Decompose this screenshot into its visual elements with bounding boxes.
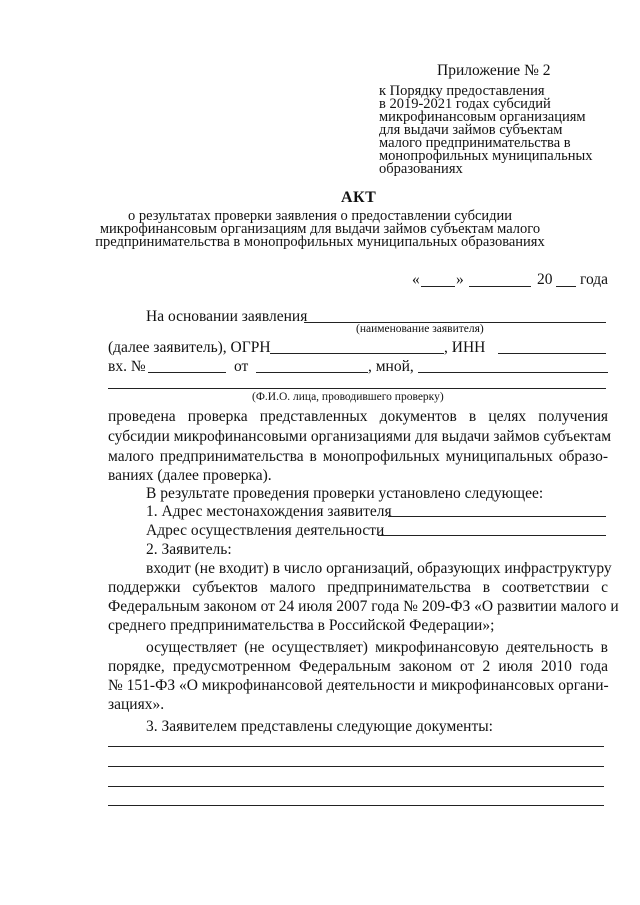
date-year-field[interactable] [556,286,576,287]
body-line: поддержки субъектов малого предпринимательства в соответствии с [108,579,608,596]
body-line: малого предпринимательства в монопрофильных муниципальных образо- [108,448,608,465]
appendix-line: малого предпринимательства в [379,135,571,151]
subtitle-line: о результатах проверки заявления о предоставлении субсидии [127,208,513,224]
body-line: ваниях (далее проверка). [108,467,272,484]
body-line: субсидии микрофинансовыми организациями для выдачи займов субъектам [108,428,612,445]
documents-line[interactable] [108,746,604,747]
body-line: порядке, предусмотренном Федеральным законом от 2 июля 2010 года [108,658,608,675]
date-year-prefix: 20 [537,271,553,288]
from-label: от [234,358,249,375]
fio-hint: (Ф.И.О. лица, проводившего проверку) [252,391,444,403]
appendix-line: монопрофильных муниципальных [379,148,593,164]
applicant-prefix: (далее заявитель), ОГРН [108,339,271,356]
basis-label: На основании заявления [146,308,308,325]
body-line: проведена проверка представленных документов в целях получения [108,408,608,425]
documents-line[interactable] [108,766,604,767]
in-date-field[interactable] [256,372,368,373]
body-line: № 151-ФЗ «О микрофинансовой деятельности и микрофинансовых органи- [108,677,609,694]
appendix-line: для выдачи займов субъектам [379,122,563,138]
item-3-heading: 3. Заявителем представлены следующие документы: [146,718,493,735]
inn-label: , ИНН [444,339,486,356]
body-line: Федеральным законом от 24 июля 2007 года № 209-ФЗ «О развитии малого и [108,598,619,615]
body-line: зациях». [108,696,165,713]
appendix-line: образованиях [379,161,463,177]
appendix-line: в 2019-2021 годах субсидий [379,96,551,112]
doc-title: АКТ [341,189,377,206]
address-location-field[interactable] [388,516,606,517]
appendix-line: к Порядку предоставления [379,83,545,99]
result-intro: В результате проведения проверки установлено следующее: [146,485,544,502]
inn-field[interactable] [498,353,606,354]
body-line: осуществляет (не осуществляет) микрофинансовую деятельность в [146,639,608,656]
applicant-hint: (наименование заявителя) [356,323,484,335]
appendix-line: микрофинансовым организациям [379,109,586,125]
appendix-number: Приложение № 2 [437,62,551,79]
address-activity-label: Адрес осуществления деятельности [146,522,385,539]
body-line: входит (не входит) в число организаций, образующих инфраструктуру [146,560,612,577]
in-no-label: вх. № [108,358,146,375]
in-no-field[interactable] [148,372,226,373]
date-day-field[interactable] [421,286,455,287]
date-quote-close: » [456,271,464,288]
address-location-label: 1. Адрес местонахождения заявителя [146,503,392,520]
documents-line[interactable] [108,805,604,806]
inspector-field[interactable] [418,372,608,373]
date-year-suffix: года [580,271,609,288]
date-quote-open: « [412,271,420,288]
body-line: среднего предпринимательства в Российской Федерации»; [108,617,495,634]
item-2-heading: 2. Заявитель: [146,541,232,558]
date-month-field[interactable] [469,286,531,287]
subtitle-line: микрофинансовым организациям для выдачи займов субъектам малого [99,221,541,237]
inspector-name-field[interactable] [108,388,606,389]
address-activity-field[interactable] [378,535,606,536]
documents-line[interactable] [108,786,604,787]
subtitle-line: предпринимательства в монопрофильных муниципальных образованиях [95,234,545,250]
by-me-label: , мной, [368,358,414,375]
ogrn-field[interactable] [270,353,444,354]
